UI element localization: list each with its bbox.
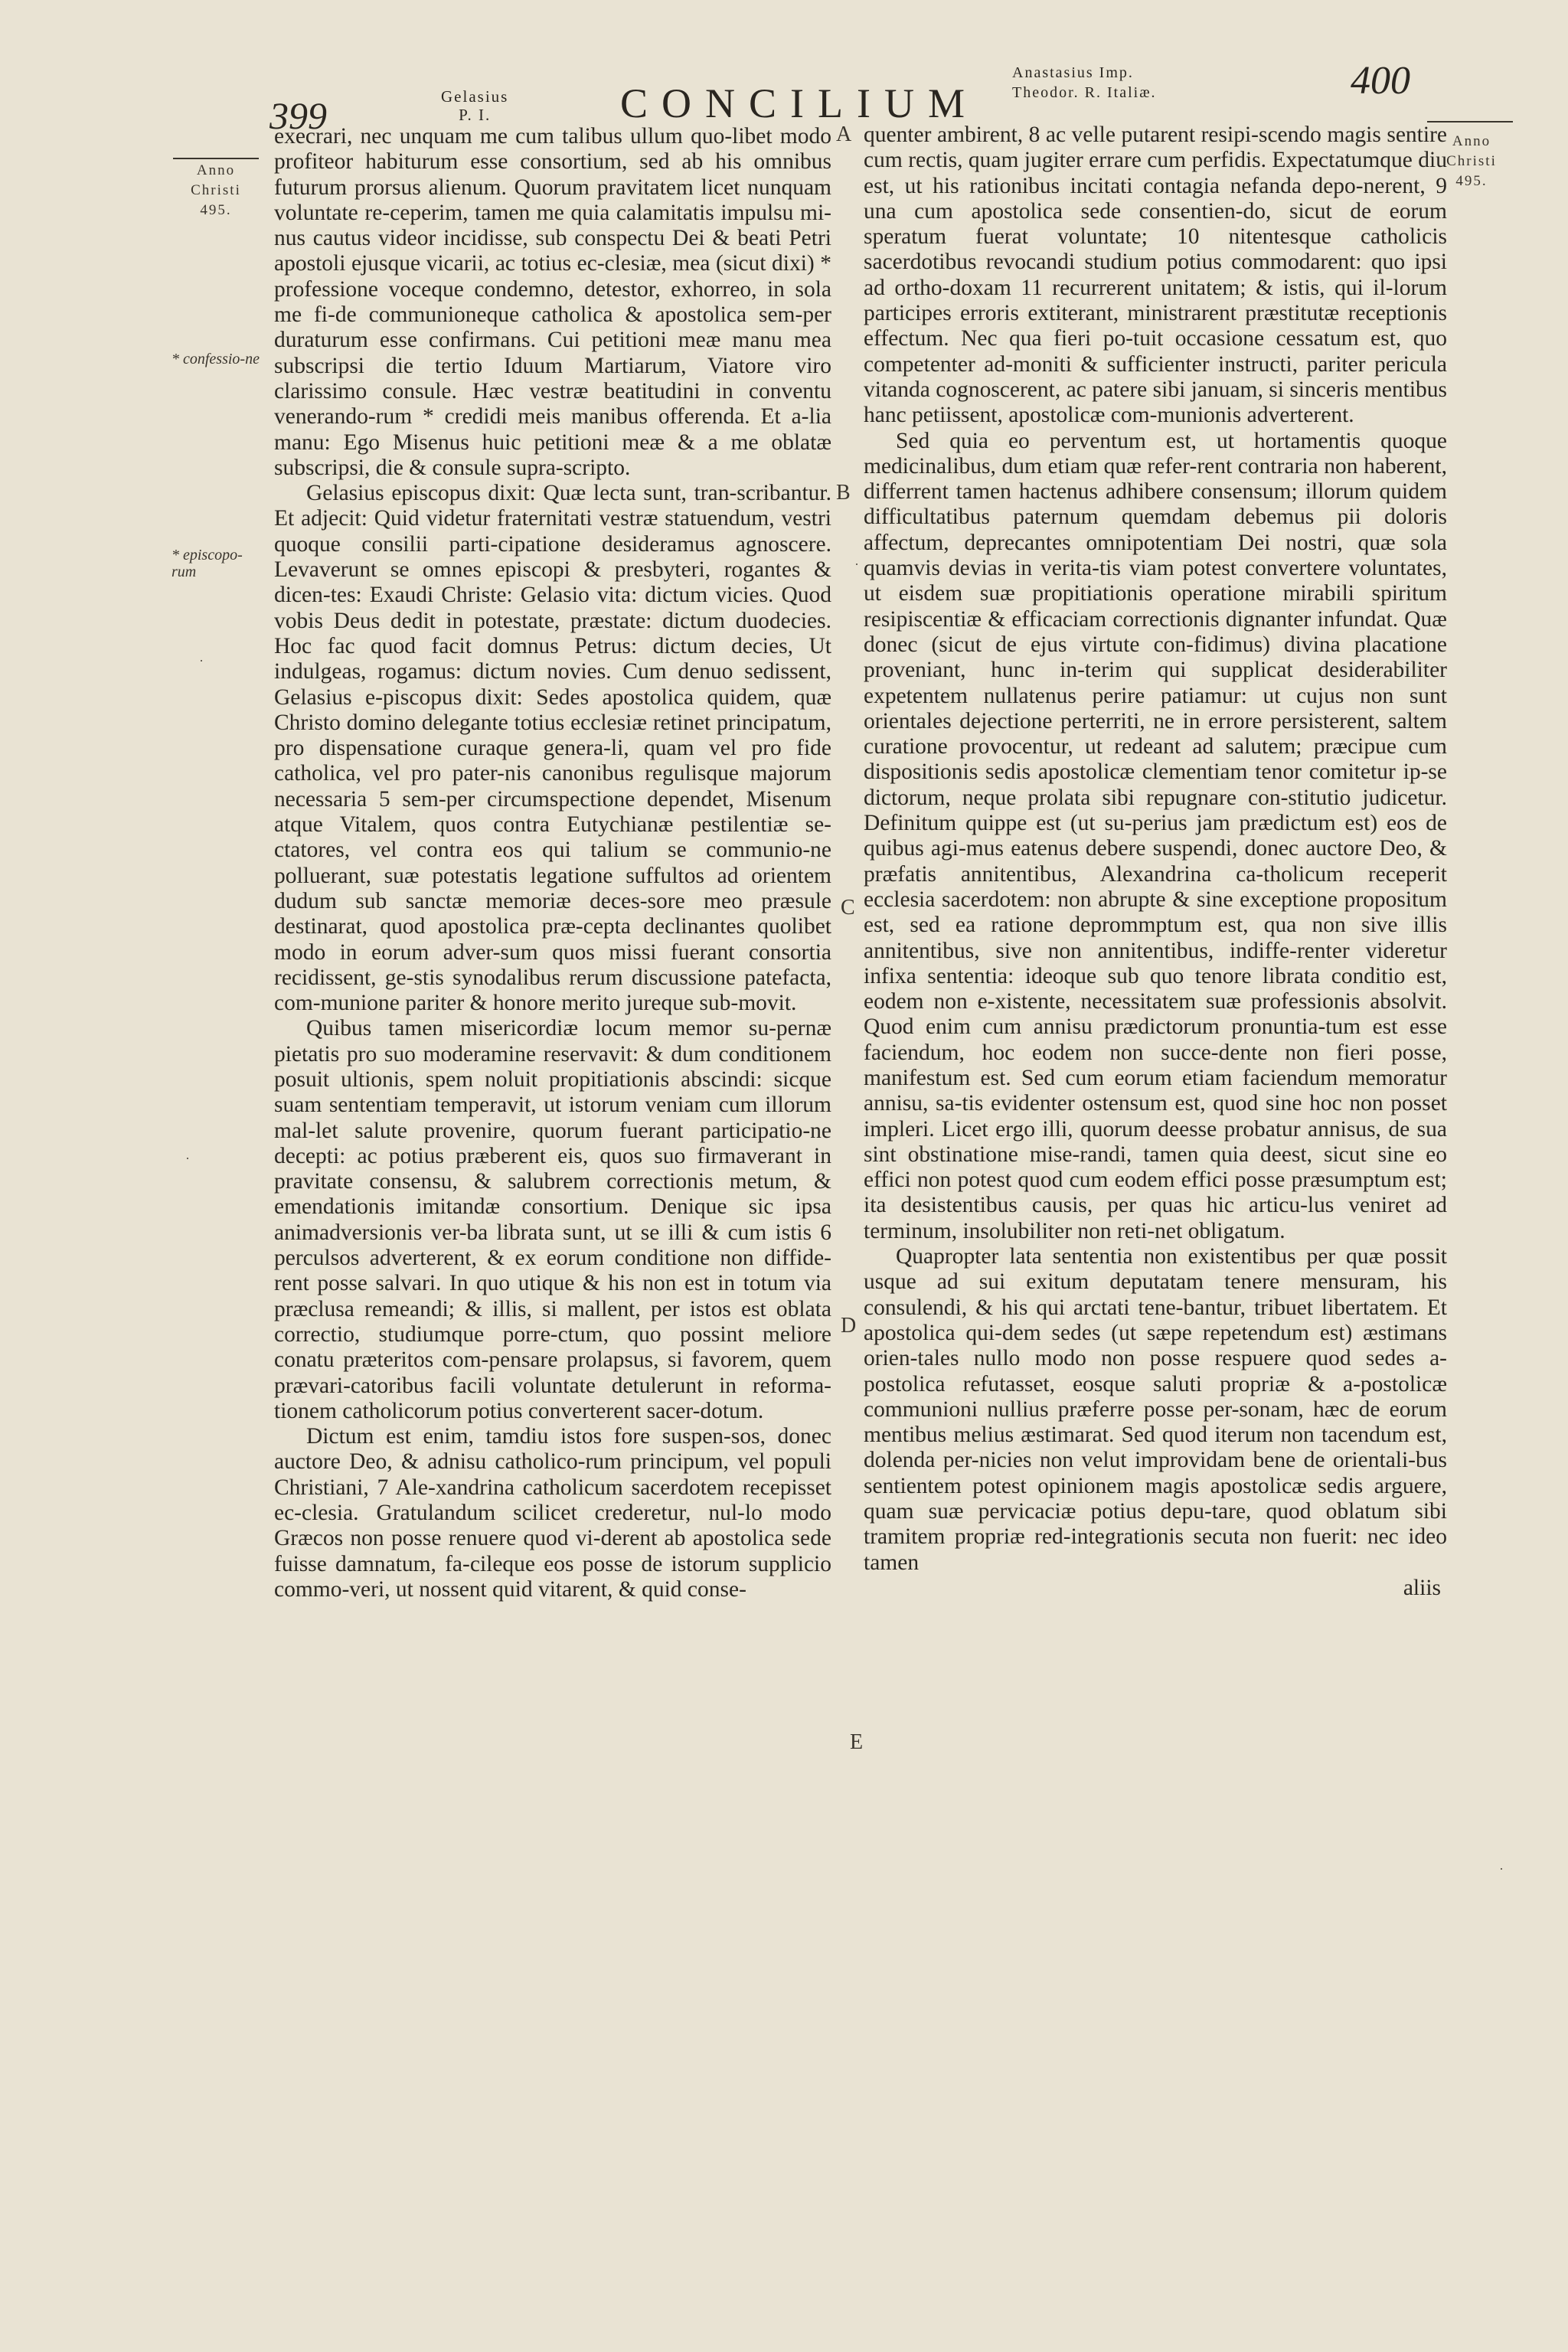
running-head-right-line-2: Theodor. R. Italiæ.: [1012, 84, 1157, 101]
running-head-left-line-1: Gelasius: [441, 87, 509, 106]
paper-speck: [201, 660, 202, 662]
right-paragraph-2: Sed quia eo perventum est, ut hortamentis quoque medicinalibus, dum etiam quæ refer-rent contraria non haberent, differrent tamen hactenus adhibere consensum; illorum quidem difficultatibus paternum quemdam debemus pii doloris affectum, deprecantes omnipotentiam Dei nostri, quæ sola quamvis devias in verita-tis viam potest convertere voluntates, ut eisdem suæ propitiationis operatione mirabili spiritum resipiscentiæ & efficaciam correctionis dignanter infundat. Quæ donec (sicut de ejus virtute con-fidimus) divina placatione proveniant, hunc in-terim qui supplicat desiderabiliter expetentem nullatenus perire patiamur: ut cujus non sunt orientales dejectione perterriti, ne in errore persisterent, saltem curatione provocentur, ut redeant ad salutem; præcipue cum dispositionis sedis apostolicæ clementiam tenor comitetur ip-se dictorum, neque prolata sibi repugnare con-stitutio judicetur. Definitum quippe est (ut su-perius jam prædictum est) eos de quibus agi-mus eatenus debere suspendi, donec auctore Deo, & præfatis annitentibus, Alexandrina ca-tholicum receperit ecclesia sacerdotem: non abrupte & sine exceptione propositum est, sed ea ratione deprommptum est, qua non sive illis annitentibus, sive non annitentibus, indiffe-renter videretur infixa sententia: ideoque sub quo tenore librata conditio est, eodem non e-xistente, necessitatem suæ professionis absolvit. Quod enim cum annisu prædictorum pronuntia-tum est esse faciendum, hoc eodem non succe-dente non fieri posse, manifestum est. Sed cum eorum etiam faciendum memoratur annisu, sa-tis evidenter ostensum est, quod sine hoc non posset impleri. Licet ergo illi, quorum deesse probatur annisus, de sua sint obstinatione mise-randi, tamen quia deest, sicut sine eo effici non potest quod cum eodem effici posse præsumptum est; ita desistentibus causis, per quas hic articu-lus veniret ad terminum, insolubiliter non reti-net obligatum.: [864, 428, 1447, 1243]
anno-christi-left: [170, 161, 262, 220]
paper-speck: [856, 564, 858, 565]
section-letter-a: A: [836, 122, 852, 146]
section-letter-b: B: [836, 481, 851, 505]
right-column: [864, 122, 1447, 1601]
running-head-left: [441, 87, 508, 124]
running-head-right: [1012, 63, 1157, 103]
anno-right-line-1: Anno: [1452, 133, 1491, 149]
left-column: [274, 124, 831, 1602]
margin-note-confessione: * confessio-ne: [172, 351, 260, 368]
margin-note-episcoporum: * episcopo-rum: [172, 547, 243, 580]
paper-speck: [1501, 1868, 1502, 1870]
anno-left-line-2: Christi: [191, 182, 241, 198]
anno-left-line-3: 495.: [200, 202, 232, 218]
left-paragraph-3: Quibus tamen misericordiæ locum memor su-pernæ pietatis pro suo moderamine reservavit: & dum conditionem posuit ultionis, spem noluit propitiationis abscindi: sicque suam sententiam temperavit, ut istorum veniam cum illorum mal-let salute provenire, quorum fuerant participatio-ne decepti: ac potius præberent eis, quos suo firmaverant in pravitate consensu, & salubrem correctionis metum, & emendationis imitandæ consortium. Denique sic ipsa animadversionis ver-ba librata sunt, ut se illi & cum istis 6 perculsos adverterent, & ex eorum conditione non diffide-rent posse salvari. In quo utique & his non est in totum via præclusa remeandi; & illis, si mallent, per istos est oblata correctio, studiumque porre-ctum, quo possint meliore conatu præteritos com-pensare prolapsus, si favorem, quem prævari-catoribus facili voluntate detulerunt in reforma-tionem catholicorum potius converterent sacer-dotum.: [274, 1016, 831, 1423]
section-letter-c: C: [841, 896, 855, 920]
anno-left-line-1: Anno: [196, 162, 236, 178]
running-head-left-line-2: P. I.: [459, 106, 492, 124]
running-head-right-line-1: Anastasius Imp.: [1012, 64, 1134, 81]
anno-right-line-3: 495.: [1455, 173, 1488, 189]
margin-rule-left: [173, 158, 259, 159]
section-letter-e: E: [850, 1730, 864, 1754]
left-paragraph-1: execrari, nec unquam me cum talibus ullum quo-libet modo profiteor habiturum esse consortium, sed ab his omnibus futurum prorsus alienum. Quorum pravitatem licet nunquam voluntate re-ceperim, tamen me quia calamitatis impulsu mi-nus cautus videor incidisse, sub conspectu Dei & beati Petri apostoli ejusque vicarii, ac totius ec-clesiæ, mea (sicut dixi) * professione voceque condemno, detestor, exhorreo, in sola me fi-de communioneque catholica & apostolica sem-per duraturum esse confirmans. Cui petitioni meæ manu mea subscripsi die tertio Iduum Martiarum, Viatore viro clarissimo consule. Hæc vestræ beatitudini in conventu venerando-rum * credidi meis manibus offerenda. Et a-lia manu: Ego Misenus huic petitioni meæ & a me oblatæ subscripsi, die & consule supra-scripto.: [274, 124, 831, 480]
catchword: aliis: [1403, 1575, 1441, 1600]
page-number-right: 400: [1351, 59, 1410, 103]
right-paragraph-3: Quapropter lata sententia non existentibus per quæ possit usque ad sui exitum deputatam tenere mensuram, his consulendi, & his qui arctati tene-bantur, tribuet libertatem. Et apostolica qui-dem sedes (ut sæpe repetendum est) æstimans orien-tales nullo modo non posse respuere quod sedes a-postolica refutasset, eosque saluti propriæ & a-postolicæ communioni nullius præferre posse per-sonam, hæc de eorum mentibus melius æstimarat. Sed quod iterum non tacendum est, dolenda per-nicies non velut improvidam bene de orientali-bus sentientem potest opinionem magis apostolicæ sedis arguere, quam suæ pervicaciæ potius depu-tare, quod oblatum sibi tramitem propriæ red-integrationis secuta non fuerit: nec ideo tamen: [864, 1244, 1447, 1575]
paper-speck: [187, 1158, 188, 1159]
page-number-left: 399: [270, 94, 327, 137]
running-title: CONCILIUM: [620, 80, 978, 126]
anno-right-line-2: Christi: [1446, 153, 1497, 169]
left-paragraph-4: Dictum est enim, tamdiu istos fore suspen-sos, donec auctore Deo, & adnisu catholico-rum principum, vel populi Christiani, 7 Ale-xandrina catholicum sacerdotem recepisset ec-clesia. Gratulandum scilicet crederetur, nul-lo modo Græcos non posse renuere quod vi-derent ab apostolica sede fuisse damnatum, fa-cileque eos posse de istorum supplicio commo-veri, ut nossent quid vitarent, & quid conse-: [274, 1424, 831, 1602]
left-paragraph-2: Gelasius episcopus dixit: Quæ lecta sunt, tran-scribantur. Et adjecit: Quid videtur fraternitati vestræ statuendum, vestri quoque consilii parti-cipatione desideramus agnoscere. Levaverunt se omnes episcopi & presbyteri, rogantes & dicen-tes: Exaudi Christe: Gelasio vita: dictum vicies. Quod vobis Deus dedit in potestate, præstate: dictum duodecies. Hoc fac quod facit domnus Petrus: dictum decies, Ut indulgeas, rogamus: dictum novies. Cum denuo sedissent, Gelasius e-piscopus dixit: Sedes apostolica quidem, quæ Christo domino delegante totius ecclesiæ retinet principatum, pro dispensatione curaque genera-li, quam vel pro fide catholica, vel pro pater-nis canonibus regulisque majorum necessaria 5 sem-per circumspectione dependet, Misenum atque Vitalem, quos contra Eutychianæ pestilentiæ se-ctatores, vel contra eos qui talium se communio-ne polluerant, suæ potestatis legatione suffultos ad orientem dudum sub sanctæ memoriæ deces-sore meo præsule destinarat, quod apostolica præ-cepta declinantes quolibet modo in eorum adver-sum quos missi fuerant consortia recidissent, ge-stis synodalibus rerum discussione patefacta, com-munione pariter & honore merito jureque sub-movit.: [274, 481, 831, 1016]
section-letter-d: D: [841, 1314, 857, 1338]
right-paragraph-1: quenter ambirent, 8 ac velle putarent resipi-scendo magis sentire cum rectis, quam jugiter errare cum perfidis. Expectatumque diu est, ut his rationibus incitati contagia nefanda depo-nerent, 9 una cum apostolica sede consentien-do, sicut de eorum speratum fuerat voluntate; 10 nitentesque catholicis sacerdotibus revocandi studium potius commodarent: quo ipsi ad ortho-doxam 11 recurrerent unitatem; & istis, qui il-lorum participes erroris extiterant, ministrarent præstitutæ receptionis effectum. Nec qua fieri po-tuit occasione cessatum est, quo competenter ad-moniti & sufficienter instructi, pariter pericula vitanda cognoscerent, ac patere sibi januam, si sinceris mentibus hanc petiissent, apostolicæ com-munionis adverterent.: [864, 122, 1447, 428]
